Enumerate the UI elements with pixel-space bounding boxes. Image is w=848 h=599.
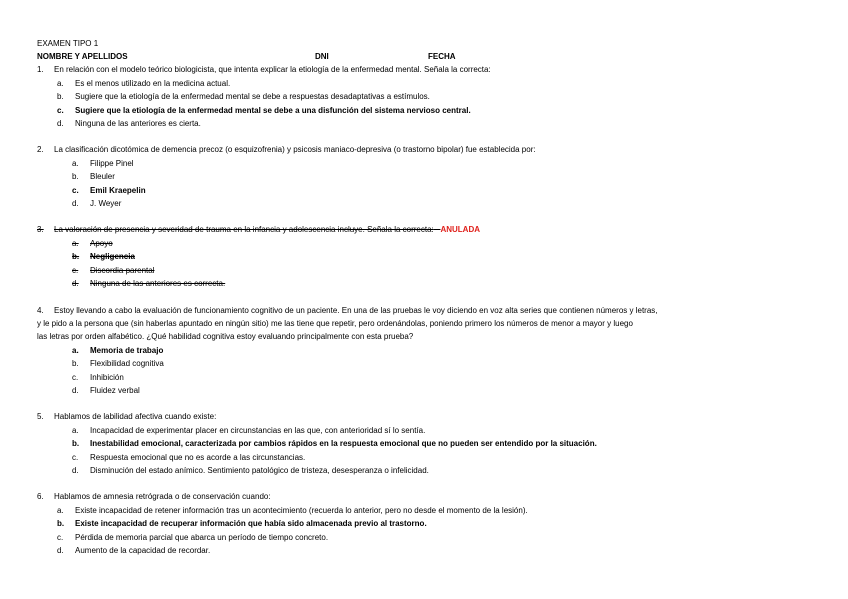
exam-title: EXAMEN TIPO 1 bbox=[37, 39, 99, 48]
option-2c-correct: c. Emil Kraepelin bbox=[72, 185, 146, 195]
student-header bbox=[37, 50, 827, 63]
option-5d: d. Disminución del estado anímico. Sentimiento patológico de tristeza, desesperanza o infelicidad. bbox=[72, 465, 429, 475]
question-text: La valoración de presencia y severidad de trauma en la infancia y adolescencia incluye. Señala la correcta: bbox=[54, 225, 434, 235]
annulled-badge: ANULADA bbox=[440, 225, 481, 235]
option-3b: b. Negligencia bbox=[72, 252, 135, 262]
question-3-annulled bbox=[37, 223, 827, 236]
question-number: 2. bbox=[37, 145, 44, 155]
question-text: Hablamos de amnesia retrógrada o de conservación cuando: bbox=[54, 492, 271, 502]
name-label: NOMBRE Y APELLIDOS bbox=[37, 52, 128, 62]
option-3a: a. Apoyo bbox=[72, 238, 113, 248]
option-6a: a. Existe incapacidad de retener información tras un acontecimiento (recuerda lo anterior, pero no desde el momento de la lesión). bbox=[57, 505, 528, 515]
option-5b-correct: b. Inestabilidad emocional, caracterizada por cambios rápidos en la respuesta emocional que no pueden ser entendido por la situación. bbox=[72, 439, 597, 449]
question-text-line-3: las letras por orden alfabético. ¿Qué habilidad cognitiva estoy evaluando principalmente con esta prueba? bbox=[37, 332, 414, 342]
exam-page bbox=[37, 37, 827, 557]
question-number: 5. bbox=[37, 412, 44, 422]
question-number: 1. bbox=[37, 65, 44, 75]
option-6b-correct: b. Existe incapacidad de recuperar información que había sido almacenada previo al trastorno. bbox=[57, 519, 427, 529]
option-5c: c. Respuesta emocional que no es acorde a las circunstancias. bbox=[72, 452, 306, 462]
option-5a: a. Incapacidad de experimentar placer en circunstancias en las que, con anterioridad sí lo sentía. bbox=[72, 425, 426, 435]
question-1 bbox=[37, 63, 827, 76]
question-5 bbox=[37, 410, 827, 423]
question-2 bbox=[37, 143, 827, 156]
date-label: FECHA bbox=[428, 52, 456, 62]
question-text: En relación con el modelo teórico biologicista, que intenta explicar la etiología de la enfermedad mental. Señala la correcta: bbox=[54, 65, 491, 75]
option-1a: a. Es el menos utilizado en la medicina actual. bbox=[57, 78, 231, 88]
option-1c-correct: c. Sugiere que la etiología de la enfermedad mental se debe a una disfunción del sistema nervioso central. bbox=[57, 105, 471, 115]
question-text-line-1: Estoy llevando a cabo la evaluación de funcionamiento cognitivo de un paciente. En una de las pruebas le voy diciendo en voz alta series que contienen números y letras, bbox=[54, 305, 658, 315]
option-4c: c. Inhibición bbox=[72, 372, 124, 382]
option-1d: d. Ninguna de las anteriores es cierta. bbox=[57, 119, 201, 129]
option-3c: c. Discordia parental bbox=[72, 265, 155, 275]
question-text: La clasificación dicotómica de demencia precoz (o esquizofrenia) y psicosis maniaco-depresiva (o trastorno bipolar) fue establecida por: bbox=[54, 145, 536, 155]
option-2d: d. J. Weyer bbox=[72, 199, 122, 209]
option-6d: d. Aumento de la capacidad de recordar. bbox=[57, 546, 211, 555]
option-6c: c. Pérdida de memoria parcial que abarca un período de tiempo concreto. bbox=[57, 532, 329, 542]
option-4d: d. Fluidez verbal bbox=[72, 385, 140, 395]
question-text-line-2: y le pido a la persona que (sin haberlas apuntado en ningún sitio) me las tiene que repetir, pero ordenándolas, poniendo primero los números de menor a mayor y luego bbox=[37, 318, 633, 328]
question-6 bbox=[37, 490, 827, 503]
question-number: 3. bbox=[37, 225, 44, 235]
question-4 bbox=[37, 304, 827, 317]
option-1b: b. Sugiere que la etiología de la enfermedad mental se debe a respuestas desadaptativas a estímulos. bbox=[57, 92, 430, 102]
dni-label: DNI bbox=[315, 52, 329, 62]
option-4a-correct: a. Memoria de trabajo bbox=[72, 345, 164, 355]
option-2b: b. Bleuler bbox=[72, 172, 115, 182]
question-number: 6. bbox=[37, 492, 44, 502]
question-text: Hablamos de labilidad afectiva cuando existe: bbox=[54, 412, 217, 422]
option-4b: b. Flexibilidad cognitiva bbox=[72, 359, 164, 369]
option-3d: d. Ninguna de las anteriores es correcta. bbox=[72, 279, 226, 289]
question-number: 4. bbox=[37, 305, 44, 315]
option-2a: a. Filippe Pinel bbox=[72, 158, 134, 168]
